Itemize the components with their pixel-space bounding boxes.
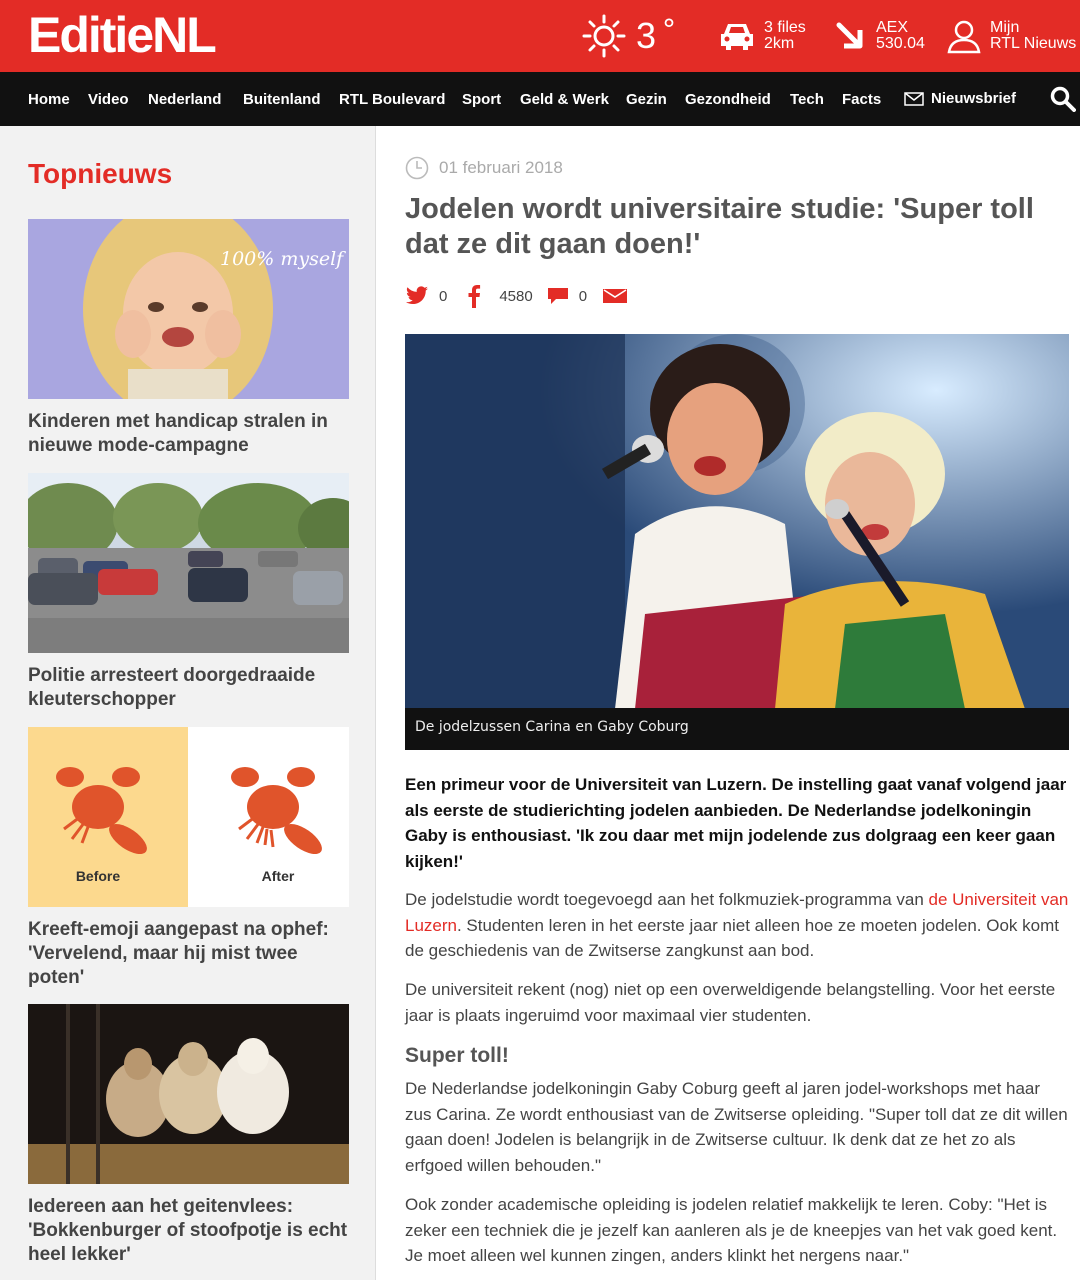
card-title-kreeft[interactable]: Kreeft-emoji aangepast na ophef: 'Vervelend, maar hij mist twee poten' bbox=[28, 919, 329, 988]
account-line1: Mijn bbox=[990, 19, 1020, 36]
traffic-count: 3 files bbox=[764, 19, 806, 36]
card-title-geitenvlees[interactable]: Iedereen aan het geitenvlees: 'Bokkenburger of stoofpotje is echt heel lekker' bbox=[28, 1196, 348, 1265]
hero-image[interactable] bbox=[405, 334, 1069, 709]
account-widget[interactable] bbox=[946, 10, 1076, 62]
article-date-row bbox=[405, 156, 563, 180]
card-title-handicap[interactable]: Kinderen met handicap stralen in nieuwe mode-campagne bbox=[28, 411, 328, 456]
newsletter-label: Nieuwsbrief bbox=[931, 90, 1017, 107]
card-title-politie[interactable]: Politie arresteert doorgedraaide kleuterschopper bbox=[28, 665, 316, 710]
aex-widget[interactable] bbox=[834, 10, 925, 62]
main-nav bbox=[0, 72, 1080, 126]
clock-icon bbox=[405, 156, 429, 180]
facebook-count: 4580 bbox=[499, 287, 533, 305]
twitter-count: 0 bbox=[439, 287, 448, 305]
nav-item-tech[interactable]: Tech bbox=[790, 91, 824, 108]
before-label: Before bbox=[75, 868, 121, 884]
nav-item-nederland[interactable]: Nederland bbox=[148, 91, 222, 108]
thumb-parking-lot[interactable] bbox=[28, 473, 349, 653]
article-subhead: Super toll! bbox=[405, 1044, 509, 1067]
thumb-lobster-emoji[interactable] bbox=[28, 727, 349, 907]
university-link[interactable]: de Universiteit van Luzern bbox=[405, 890, 1069, 935]
share-bar bbox=[405, 284, 627, 308]
article-paragraph-1 bbox=[405, 887, 1070, 964]
aex-value: 530.04 bbox=[876, 35, 925, 52]
account-line2: RTL Nieuws bbox=[990, 35, 1077, 52]
article-paragraph-2: De universiteit rekent (nog) niet op een overweldigende belangstelling. Voor het eerste jaar is plaats ingeruimd voor maximaal vier studenten. bbox=[405, 980, 1056, 1025]
comment-icon[interactable] bbox=[547, 287, 569, 305]
article-date: 01 februari 2018 bbox=[439, 158, 563, 177]
nav-item-video[interactable]: Video bbox=[88, 91, 129, 108]
lobster-before-icon bbox=[56, 767, 152, 860]
weather-degree: ° bbox=[662, 12, 677, 46]
arrow-down-right-icon bbox=[834, 20, 866, 52]
nav-item-facts[interactable]: Facts bbox=[842, 91, 882, 108]
nav-item-gezondheid[interactable]: Gezondheid bbox=[685, 91, 771, 108]
sidebar-topnieuws bbox=[0, 126, 376, 1280]
thumb-overlay-text: 100% myself bbox=[220, 248, 344, 270]
nav-item-rtl-boulevard[interactable]: RTL Boulevard bbox=[339, 91, 446, 108]
article-headline: Jodelen wordt universitaire studie: 'Super toll dat ze dit gaan doen!' bbox=[405, 193, 1034, 260]
traffic-distance: 2km bbox=[764, 35, 795, 52]
article-paragraph-3: De Nederlandse jodelkoningin Gaby Coburg geeft al jaren jodel-workshops met haar zus Carina. Ze wordt enthousiast van de Zwitserse opleiding. "Super toll dat ze dit willen gaan doen! Jodelen is belangrijk in de Zwitserse cultuur. Ik denk dat ze het zo als erfgoed willen behouden." bbox=[405, 1079, 1068, 1175]
nav-item-gezin[interactable]: Gezin bbox=[626, 91, 667, 108]
nav-item-sport[interactable]: Sport bbox=[462, 91, 502, 108]
top-header bbox=[0, 0, 1080, 72]
sun-icon bbox=[582, 14, 626, 58]
nav-item-buitenland[interactable]: Buitenland bbox=[243, 91, 321, 108]
mail-share-icon[interactable] bbox=[603, 288, 627, 304]
after-label: After bbox=[261, 868, 295, 884]
twitter-icon[interactable] bbox=[405, 286, 429, 306]
weather-widget[interactable] bbox=[582, 10, 676, 62]
nav-item-newsletter[interactable] bbox=[904, 72, 1016, 126]
envelope-icon bbox=[904, 92, 924, 106]
site-logo[interactable]: EditieNL bbox=[28, 7, 215, 63]
nav-item-geld-werk[interactable]: Geld & Werk bbox=[520, 91, 609, 108]
p1-text-before: De jodelstudie wordt toegevoegd aan het folkmuziek-programma van bbox=[405, 890, 929, 909]
search-icon[interactable] bbox=[1050, 86, 1076, 112]
thumb-handicap-campaign[interactable] bbox=[28, 219, 349, 399]
nav-item-home[interactable]: Home bbox=[28, 91, 70, 108]
lobster-after-icon bbox=[231, 767, 327, 860]
p1-text-after: . Studenten leren in het eerste jaar niet alleen hoe ze moeten jodelen. Ook komt de geschiedenis van de Zwitserse zangkunst aan bod. bbox=[405, 915, 1059, 960]
facebook-icon[interactable] bbox=[467, 284, 481, 308]
hero-caption: De jodelzussen Carina en Gaby Coburg bbox=[405, 708, 1069, 750]
user-icon bbox=[946, 18, 982, 54]
traffic-widget[interactable] bbox=[718, 10, 806, 62]
car-icon bbox=[718, 20, 756, 52]
thumb-goats[interactable] bbox=[28, 1004, 349, 1184]
article-paragraph-4: Ook zonder academische opleiding is jodelen relatief makkelijk te leren. Coby: "Het is zeker een techniek die je jezelf kan aanleren als je de kneepjes van het vak goed kent. Je moet alleen wel kunnen zingen, anders klinkt het nergens naar." bbox=[405, 1195, 1058, 1265]
aex-label: AEX bbox=[876, 19, 909, 36]
weather-temperature: 3 bbox=[636, 15, 657, 56]
article-lead: Een primeur voor de Universiteit van Luzern. De instelling gaat vanaf volgend jaar als eerste de studierichting jodelen aanbieden. De Nederlandse jodelkoningin Gaby is enthousiast. 'Ik zou daar met mijn jodelende zus dolgraag een keer gaan kijken!' bbox=[405, 775, 1067, 871]
comments-count: 0 bbox=[578, 287, 588, 305]
sidebar-title: Topnieuws bbox=[28, 158, 173, 189]
